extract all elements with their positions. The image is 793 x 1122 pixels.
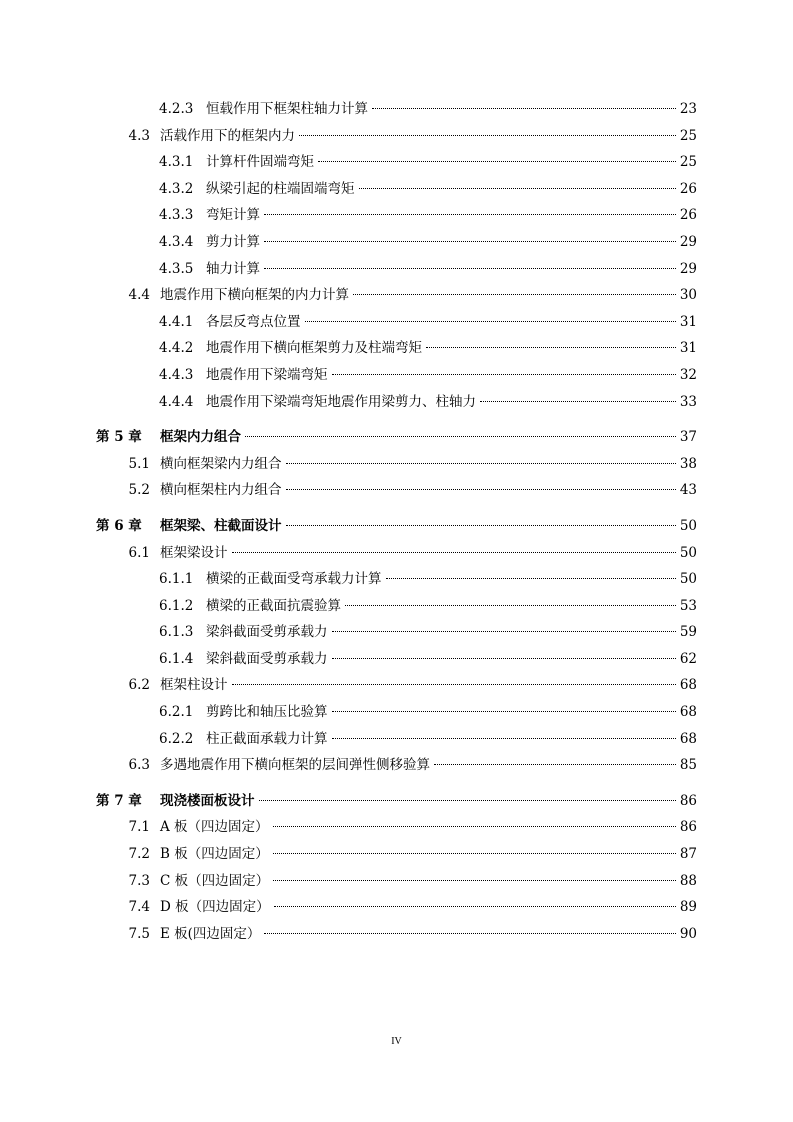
toc-entry-title: 现浇楼面板设计	[160, 792, 255, 809]
toc-entry-number: 6.1.1	[159, 571, 194, 588]
toc-entry-page: 89	[679, 899, 697, 916]
toc-entry-row[interactable]	[0, 672, 793, 699]
toc-entry-title: E 板(四边固定）	[160, 925, 261, 942]
toc-entry-row[interactable]	[0, 282, 793, 309]
toc-entry-number: 6.3	[128, 757, 150, 774]
toc-entry-page: 31	[679, 340, 697, 357]
dot-leader	[286, 525, 676, 526]
dot-leader	[372, 108, 676, 109]
toc-entry-number: 4.4	[128, 287, 150, 304]
toc-entry-number: 6.2.2	[159, 730, 194, 747]
dot-leader	[245, 436, 676, 437]
toc-chapter-row[interactable]	[0, 513, 793, 540]
toc-entry-number: 4.4.3	[159, 366, 194, 383]
toc-entry-row[interactable]	[0, 451, 793, 478]
dot-leader	[286, 489, 676, 490]
toc-entry-number: 6.2.1	[159, 704, 194, 721]
toc-entry-row[interactable]	[0, 229, 793, 256]
dot-leader	[273, 880, 676, 881]
toc-entry-row[interactable]	[0, 176, 793, 203]
toc-entry-title: 轴力计算	[206, 260, 260, 277]
dot-leader	[332, 711, 676, 712]
toc-entry-number: 4.2.3	[159, 101, 194, 117]
toc-entry-title: 框架梁设计	[160, 544, 228, 561]
toc-entry-page: 85	[679, 757, 697, 774]
toc-entry-number: 6.1	[128, 544, 150, 561]
toc-entry-row[interactable]	[0, 699, 793, 726]
dot-leader	[332, 738, 676, 739]
dot-leader	[299, 135, 676, 136]
toc-entry-row[interactable]	[0, 814, 793, 841]
toc-entry-row[interactable]	[0, 593, 793, 620]
toc-entry-number: 7.5	[128, 925, 150, 942]
toc-entry-page: 33	[679, 393, 697, 410]
toc-entry-title: 地震作用下横向框架的内力计算	[160, 287, 349, 304]
toc-entry-title: 横向框架柱内力组合	[160, 482, 282, 499]
toc-entry-page: 23	[679, 101, 697, 117]
toc-entry-page: 26	[679, 180, 697, 197]
toc-entry-title: 弯矩计算	[206, 207, 260, 224]
toc-entry-number: 第 7 章	[96, 792, 142, 809]
toc-entry-page: 31	[679, 313, 697, 330]
toc-entry-title: 剪力计算	[206, 233, 260, 250]
toc-entry-row[interactable]	[0, 921, 793, 948]
toc-entry-number: 7.4	[128, 899, 150, 916]
toc-entry-number: 5.2	[128, 482, 150, 499]
dot-leader	[332, 631, 676, 632]
dot-leader	[232, 684, 676, 685]
toc-chapter-row[interactable]	[0, 788, 793, 815]
toc-entry-page: 25	[679, 154, 697, 171]
dot-leader	[273, 826, 676, 827]
toc-entry-row[interactable]	[0, 202, 793, 229]
toc-entry-page: 50	[679, 544, 697, 561]
toc-entry-number: 7.2	[128, 846, 150, 863]
toc-entry-number: 6.1.2	[159, 597, 194, 614]
toc-entry-number: 6.1.4	[159, 650, 194, 667]
dot-leader	[318, 161, 676, 162]
toc-entry-title: 梁斜截面受剪承载力	[206, 650, 328, 667]
toc-entry-row[interactable]	[0, 362, 793, 389]
toc-entry-title: B 板（四边固定）	[160, 846, 269, 863]
toc-entry-number: 4.4.2	[159, 340, 194, 357]
toc-entry-number: 4.3.2	[159, 180, 194, 197]
toc-entry-page: 26	[679, 207, 697, 224]
toc-entry-page: 86	[679, 819, 697, 836]
toc-entry-number: 4.3.5	[159, 260, 194, 277]
dot-leader	[264, 241, 676, 242]
toc-entry-page: 50	[679, 571, 697, 588]
dot-leader	[273, 853, 676, 854]
toc-entry-page: 29	[679, 233, 697, 250]
toc-entry-page: 90	[679, 925, 697, 942]
toc-entry-title: 框架梁、柱截面设计	[160, 517, 282, 534]
toc-entry-number: 第 6 章	[96, 517, 142, 534]
toc-entry-title: 梁斜截面受剪承载力	[206, 624, 328, 641]
dot-leader	[386, 578, 676, 579]
toc-entry-page: 68	[679, 677, 697, 694]
toc-entry-title: 计算杆件固端弯矩	[206, 154, 314, 171]
toc-entry-page: 86	[679, 792, 697, 809]
toc-entry-page: 25	[679, 127, 697, 144]
dot-leader	[359, 188, 676, 189]
toc-entry-page: 50	[679, 517, 697, 534]
toc-entry-title: A 板（四边固定）	[160, 819, 269, 836]
toc-entry-row[interactable]	[0, 149, 793, 176]
toc-entry-number: 4.3.4	[159, 233, 194, 250]
dot-leader	[434, 764, 676, 765]
toc-entry-title: 剪跨比和轴压比验算	[206, 704, 328, 721]
toc-entry-number: 4.3	[128, 127, 150, 144]
toc-entry-title: 多遇地震作用下横向框架的层间弹性侧移验算	[160, 757, 430, 774]
toc-entry-number: 第 5 章	[96, 429, 142, 446]
toc-entry-page: 62	[679, 650, 697, 667]
dot-leader	[345, 605, 676, 606]
toc-entry-row[interactable]	[0, 726, 793, 753]
toc-entry-row[interactable]	[0, 477, 793, 504]
toc-entry-title: 纵梁引起的柱端固端弯矩	[206, 180, 355, 197]
dot-leader	[286, 463, 676, 464]
toc-entry-page: 29	[679, 260, 697, 277]
toc-entry-row[interactable]	[0, 868, 793, 895]
page-number: IV	[391, 1036, 402, 1047]
toc-entry-number: 4.3.1	[159, 154, 194, 171]
toc-entry-number: 4.3.3	[159, 207, 194, 224]
toc-entry-title: 框架柱设计	[160, 677, 228, 694]
dot-leader	[353, 294, 676, 295]
toc-entry-row[interactable]	[0, 619, 793, 646]
toc-entry-page: 87	[679, 846, 697, 863]
toc-entry-row[interactable]	[0, 894, 793, 921]
table-of-contents	[0, 96, 793, 947]
dot-leader	[259, 800, 676, 801]
toc-entry-number: 5.1	[128, 455, 150, 472]
toc-entry-title: D 板（四边固定）	[160, 899, 270, 916]
toc-chapter-row[interactable]	[0, 424, 793, 451]
toc-entry-page: 68	[679, 704, 697, 721]
toc-entry-row[interactable]	[0, 123, 793, 150]
toc-entry-page: 88	[679, 872, 697, 889]
dot-leader	[274, 906, 676, 907]
dot-leader	[232, 552, 676, 553]
toc-entry-row[interactable]	[0, 256, 793, 283]
toc-entry-row[interactable]	[0, 335, 793, 362]
toc-entry-row[interactable]	[0, 96, 793, 123]
toc-entry-page: 68	[679, 730, 697, 747]
toc-entry-title: 柱正截面承载力计算	[206, 730, 328, 747]
toc-entry-title: 活载作用下的框架内力	[160, 127, 295, 144]
toc-entry-title: 框架内力组合	[160, 429, 241, 446]
toc-entry-page: 59	[679, 624, 697, 641]
dot-leader	[264, 268, 676, 269]
toc-entry-title: 各层反弯点位置	[206, 313, 301, 330]
toc-entry-title: 地震作用下横向框架剪力及柱端弯矩	[206, 340, 422, 357]
toc-entry-title: 横梁的正截面受弯承载力计算	[206, 571, 382, 588]
dot-leader	[264, 214, 676, 215]
dot-leader	[480, 401, 676, 402]
toc-entry-number: 6.2	[128, 677, 150, 694]
toc-entry-title: 横梁的正截面抗震验算	[206, 597, 341, 614]
dot-leader	[305, 321, 676, 322]
toc-entry-title: 地震作用下梁端弯矩	[206, 366, 328, 383]
toc-entry-title: 恒载作用下框架柱轴力计算	[206, 101, 368, 117]
dot-leader	[264, 933, 675, 934]
toc-entry-row[interactable]	[0, 389, 793, 416]
toc-entry-title: C 板（四边固定）	[160, 872, 270, 889]
toc-entry-number: 6.1.3	[159, 624, 194, 641]
dot-leader	[426, 347, 676, 348]
toc-entry-page: 32	[679, 366, 697, 383]
toc-entry-row[interactable]	[0, 309, 793, 336]
toc-entry-title: 地震作用下梁端弯矩地震作用梁剪力、柱轴力	[206, 393, 476, 410]
toc-entry-row[interactable]	[0, 841, 793, 868]
dot-leader	[332, 374, 676, 375]
toc-entry-page: 53	[679, 597, 697, 614]
toc-entry-number: 7.1	[128, 819, 150, 836]
toc-entry-number: 4.4.4	[159, 393, 194, 410]
toc-entry-row[interactable]	[0, 566, 793, 593]
toc-entry-row[interactable]	[0, 752, 793, 779]
toc-entry-page: 43	[679, 482, 697, 499]
toc-entry-page: 37	[679, 429, 697, 446]
dot-leader	[332, 658, 676, 659]
toc-entry-title: 横向框架梁内力组合	[160, 455, 282, 472]
toc-entry-page: 30	[679, 287, 697, 304]
toc-entry-number: 7.3	[128, 872, 150, 889]
toc-entry-number: 4.4.1	[159, 313, 194, 330]
toc-entry-page: 38	[679, 455, 697, 472]
toc-entry-row[interactable]	[0, 540, 793, 567]
toc-entry-row[interactable]	[0, 646, 793, 673]
